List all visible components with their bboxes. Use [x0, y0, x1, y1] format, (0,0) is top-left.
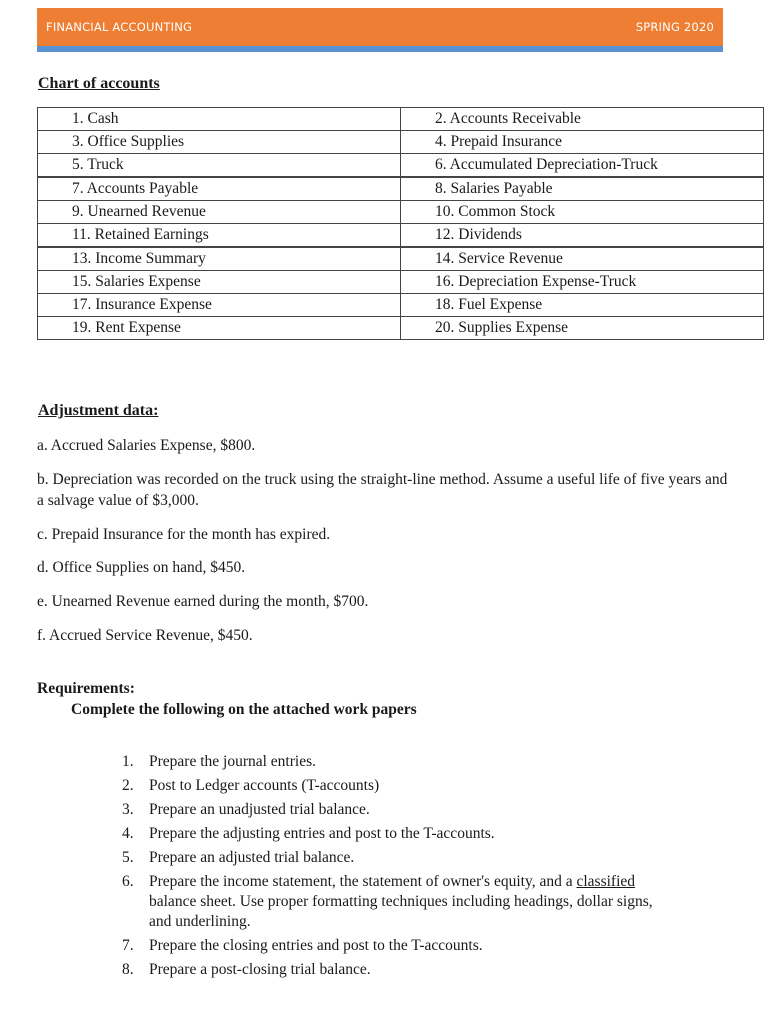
account-cell: 15. Salaries Expense: [38, 271, 401, 294]
chart-of-accounts-title: Chart of accounts: [38, 75, 160, 92]
step-text: Prepare a post-closing trial balance.: [149, 961, 371, 978]
account-cell: 3. Office Supplies: [38, 131, 401, 154]
table-row: [38, 317, 764, 340]
course-title: FINANCIAL ACCOUNTING: [46, 20, 193, 34]
list-item: [122, 752, 662, 772]
table-row: [38, 294, 764, 317]
list-item: [122, 776, 662, 796]
account-cell: 20. Supplies Expense: [401, 317, 764, 340]
step-number: 2.: [122, 777, 134, 794]
list-item: [122, 848, 662, 868]
list-item: [122, 960, 662, 980]
step-text: Prepare an unadjusted trial balance.: [149, 801, 370, 818]
account-cell: 2. Accounts Receivable: [401, 108, 764, 131]
table-row: [38, 177, 764, 201]
requirements-title: Requirements:: [37, 680, 135, 697]
account-cell: 14. Service Revenue: [401, 247, 764, 271]
account-cell: 6. Accumulated Depreciation-Truck: [401, 154, 764, 178]
step-text: Prepare the journal entries.: [149, 753, 316, 770]
adjustment-item: b. Depreciation was recorded on the truck using the straight-line method. Assume a useful life of five years and a salvage value of $3,000.: [37, 471, 728, 509]
step-text-part: Prepare the income statement, the statement of owner's equity, and a: [149, 873, 577, 890]
adjustment-item: c. Prepaid Insurance for the month has expired.: [37, 526, 331, 543]
adjustment-item: d. Office Supplies on hand, $450.: [37, 559, 246, 576]
step-text: Prepare the adjusting entries and post to the T-accounts.: [149, 825, 495, 842]
step-number: 8.: [122, 961, 134, 978]
adjustment-data-title: Adjustment data:: [38, 402, 159, 419]
step-number: 6.: [122, 873, 134, 890]
table-row: [38, 154, 764, 178]
adjustment-item: e. Unearned Revenue earned during the month, $700.: [37, 593, 369, 610]
chart-of-accounts-table: [37, 107, 764, 340]
adjustment-item: a. Accrued Salaries Expense, $800.: [37, 437, 256, 454]
account-cell: 11. Retained Earnings: [38, 224, 401, 248]
account-cell: 9. Unearned Revenue: [38, 201, 401, 224]
page-header: [37, 8, 723, 46]
step-text: [149, 873, 653, 930]
account-cell: 7. Accounts Payable: [38, 177, 401, 201]
table-row: [38, 271, 764, 294]
step-number: 4.: [122, 825, 134, 842]
requirements-list: [122, 752, 662, 984]
step-text: Prepare the closing entries and post to the T-accounts.: [149, 937, 483, 954]
step-text: Post to Ledger accounts (T-accounts): [149, 777, 380, 794]
table-row: [38, 131, 764, 154]
step-text: Prepare an adjusted trial balance.: [149, 849, 355, 866]
list-item: [122, 872, 662, 932]
account-cell: 18. Fuel Expense: [401, 294, 764, 317]
account-cell: 16. Depreciation Expense-Truck: [401, 271, 764, 294]
account-cell: 19. Rent Expense: [38, 317, 401, 340]
semester-label: SPRING 2020: [635, 20, 714, 34]
step-number: 7.: [122, 937, 134, 954]
account-cell: 5. Truck: [38, 154, 401, 178]
list-item: [122, 800, 662, 820]
requirements-subtitle: Complete the following on the attached work papers: [71, 701, 417, 718]
step-number: 5.: [122, 849, 134, 866]
list-item: [122, 824, 662, 844]
account-cell: 13. Income Summary: [38, 247, 401, 271]
account-cell: 8. Salaries Payable: [401, 177, 764, 201]
step-number: 3.: [122, 801, 134, 818]
step-number: 1.: [122, 753, 134, 770]
table-row: [38, 247, 764, 271]
account-cell: 17. Insurance Expense: [38, 294, 401, 317]
header-accent-strip: [37, 46, 723, 52]
account-cell: 12. Dividends: [401, 224, 764, 248]
table-row: [38, 224, 764, 248]
account-cell: 1. Cash: [38, 108, 401, 131]
classified-underlined-word: classified: [576, 873, 636, 890]
account-cell: 10. Common Stock: [401, 201, 764, 224]
step-text-part: balance sheet. Use proper formatting techniques including headings, dollar signs, and underlining.: [149, 893, 653, 930]
account-cell: 4. Prepaid Insurance: [401, 131, 764, 154]
table-row: [38, 108, 764, 131]
table-row: [38, 201, 764, 224]
list-item: [122, 936, 662, 956]
adjustment-item: f. Accrued Service Revenue, $450.: [37, 627, 253, 644]
